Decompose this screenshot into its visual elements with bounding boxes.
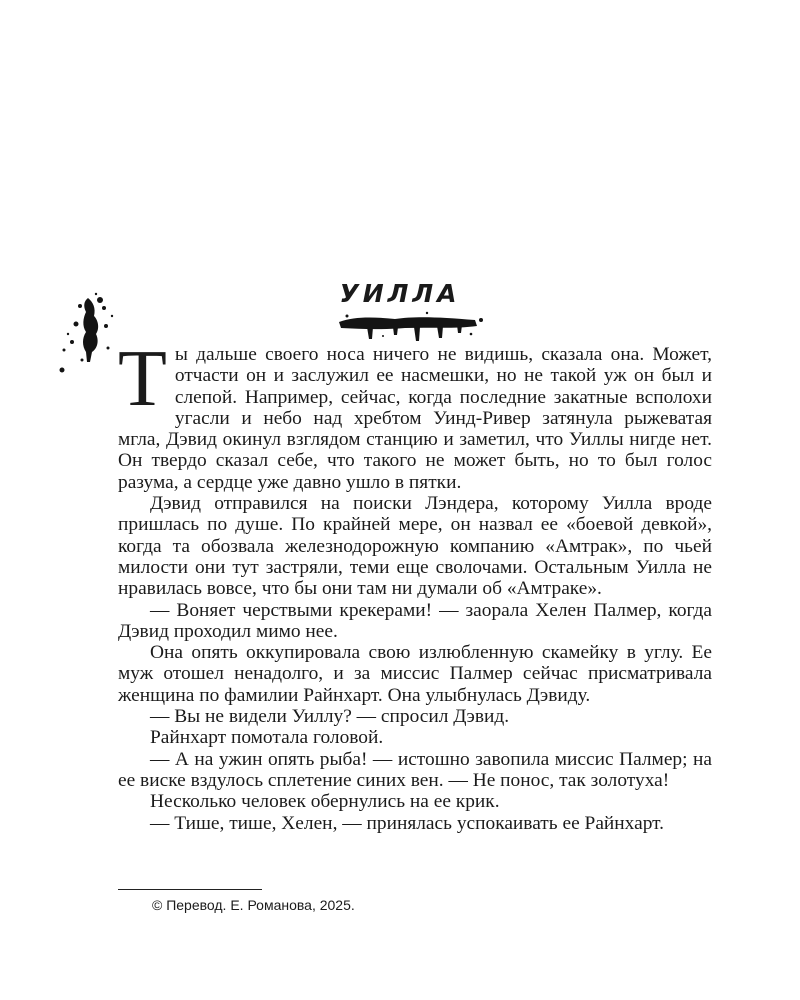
- footnote-divider: [118, 889, 262, 890]
- paragraph: [118, 335, 712, 493]
- paragraph: — Тише, тише, Хелен, — принялась успокаивать ее Райнхарт.: [150, 812, 665, 834]
- paragraph: — Вы не видели Уиллу? — спросил Дэвид.: [150, 706, 510, 728]
- paragraph-text: ы дальше своего носа ничего не видишь, сказала она. Может, отчасти он и заслужил ее насмешки, но не такой уж он был и слепой. Например, сейчас, когда последние закатные всполохи угасли и небо над хребтом Уинд-Ривер затянула рыжеватая мгла, Дэвид окинул взглядом станцию и заметил, что Уиллы нигде нет. Он твердо сказал себе, что такого не может быть, но то был голос разума, а сердце уже давно ушло в пятки.: [118, 344, 712, 493]
- copyright-footnote: © Перевод. Е. Романова, 2025.: [152, 897, 355, 913]
- paragraph: — Воняет черствыми крекерами! — заорала Хелен Палмер, когда Дэвид проходил мимо нее.: [118, 599, 712, 642]
- paragraph: Дэвид отправился на поиски Лэндера, которому Уилла вроде пришлась по душе. По крайней мере, он назвал ее «боевой девкой», когда та обозвала железнодорожную компанию «Амтрак», по чьей милости они тут застряли, теми еще сволочами. Остальным Уилла не нравилась вовсе, что бы они там ни думали об «Амтраке».: [118, 493, 712, 600]
- paragraph: Несколько человек обернулись на ее крик.: [150, 791, 500, 813]
- paragraph: Райнхарт помотала головой.: [150, 727, 384, 749]
- dropcap-ink-splatter-icon: [52, 290, 124, 382]
- chapter-body: [118, 335, 712, 834]
- paragraph: Она опять оккупировала свою излюбленную скамейку в углу. Ее муж отошел ненадолго, и за миссис Палмер сейчас присматривала женщина по фамилии Райнхарт. Она улыбнулась Дэвиду.: [118, 642, 712, 706]
- header-ink-splatter-icon: [335, 308, 485, 344]
- chapter-title: УИЛЛА: [339, 279, 461, 308]
- drop-cap: Т: [118, 335, 167, 423]
- paragraph: — А на ужин опять рыба! — истошно завопила миссис Палмер; на ее виске вздулось сплетение синих вен. — Не понос, так золотуха!: [118, 748, 712, 791]
